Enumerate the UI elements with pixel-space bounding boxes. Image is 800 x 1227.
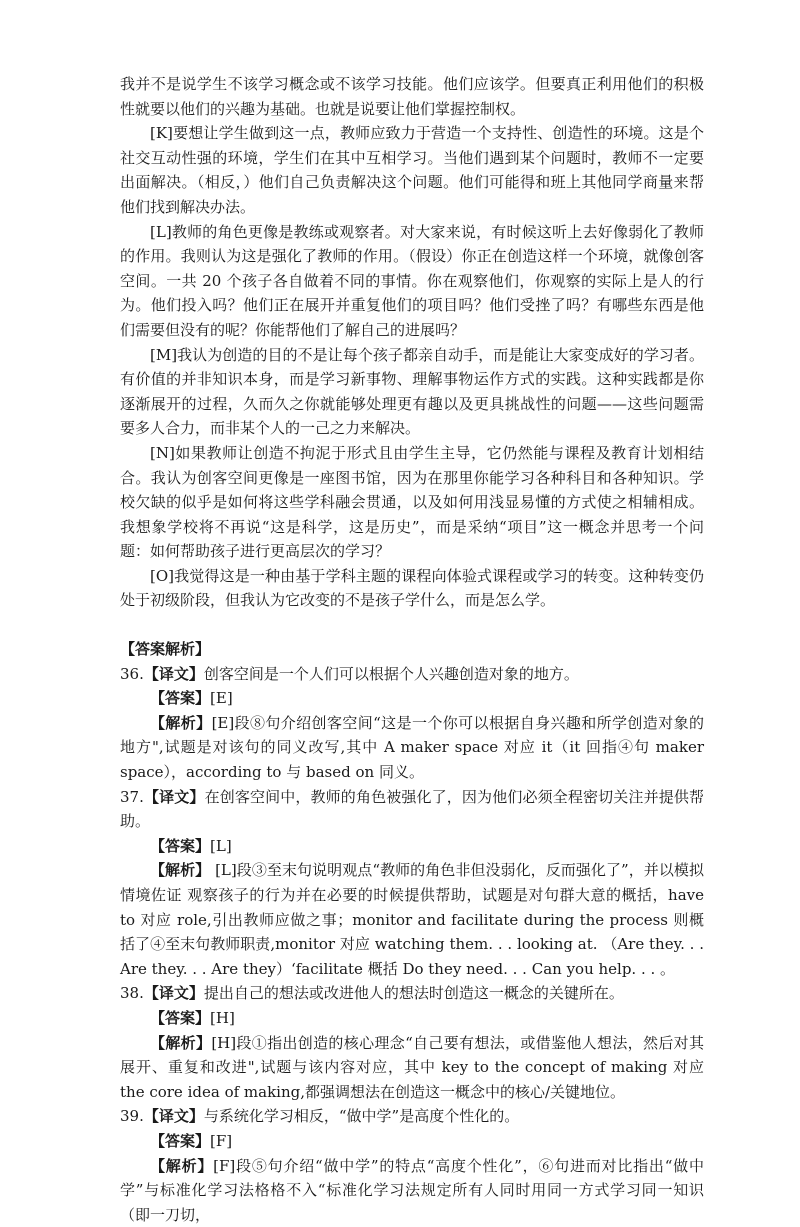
question-number: 38. — [120, 984, 144, 1003]
question-number: 36. — [120, 664, 144, 683]
analysis-text: [E]段⑧句介绍创客空间“这是一个你可以根据自身兴趣和所学创造对象的地方",试题是对该句的同义改写,其中 A maker space 对应 it（it 回指④句 maker space），according to 与 based on 同义。 — [120, 713, 704, 782]
entry-38-analysis — [120, 1031, 704, 1105]
answer-value: [L] — [210, 836, 232, 855]
analysis-label: 【解析】 — [150, 713, 212, 732]
entry-36-answer — [120, 686, 704, 711]
answer-label: 【答案】 — [150, 1008, 211, 1027]
analysis-label: 【解析】 — [150, 1033, 212, 1052]
answer-value: [E] — [210, 689, 233, 708]
analysis-text: [F]段⑤句介绍“做中学”的特点“高度个性化”，⑥句进而对比指出“做中学”与标准化学习法格格不入“标准化学习法规定所有人同时用同一方式学习同一知识（即一刀切， — [120, 1156, 704, 1224]
analysis-label: 【解析】 — [150, 861, 211, 880]
analysis-label: 【解析】 — [150, 1156, 214, 1175]
answer-value: [F] — [210, 1131, 233, 1150]
translate-label: 【译文】 — [143, 984, 204, 1003]
translate-label: 【译文】 — [143, 664, 204, 683]
analysis-text: [H]段①指出创造的核心理念“自己要有想法，或借鉴他人想法，然后对其展开、重复和改进",试题与该内容对应，其中 key to the concept of making 对应 the core idea of making,都强调想法在创造这一概念中的核心/关键地位。 — [120, 1033, 704, 1101]
translation-text: 与系统化学习相反，“做中学”是高度个性化的。 — [203, 1107, 520, 1126]
passage-paragraph-l: [L]教师的角色更像是教练或观察者。对大家来说，有时候这听上去好像弱化了教师的作用。我则认为这是强化了教师的作用。（假设）你正在创造这样一个环境，就像创客空间。一共 20 个孩子各自做着不同的事情。你在观察他们，你观察的实际上是人的行为。他们投入吗？他们正在展开并重复他们的项目吗？他们受挫了吗？有哪些东西是他们需要但没有的呢？你能帮他们了解自己的进展吗？ — [120, 222, 704, 339]
translate-label: 【译文】 — [143, 787, 205, 806]
entry-38-translation — [120, 981, 704, 1006]
entry-36-translation — [120, 662, 704, 687]
answer-label: 【答案】 — [150, 689, 211, 708]
passage-paragraph-o: [O]我觉得这是一种由基于学科主题的课程向体验式课程或学习的转变。这种转变仍处于初级阶段，但我认为它改变的不是孩子学什么，而是怎么学。 — [120, 566, 704, 610]
entry-39-answer — [120, 1129, 704, 1154]
translate-label: 【译文】 — [143, 1107, 204, 1126]
entry-39-translation — [120, 1104, 704, 1129]
entry-39-analysis — [120, 1154, 704, 1227]
question-number: 39. — [120, 1107, 144, 1126]
translation-text: 在创客空间中，教师的角色被强化了，因为他们必须全程密切关注并提供帮助。 — [120, 787, 704, 831]
analysis-text: [L]段③至末句说明观点“教师的角色非但没弱化，反而强化了”，并以模拟情境佐证 观察孩子的行为并在必要的时候提供帮助，试题是对句群大意的概括，have to 对应 role,引出教师应做之事；monitor and facilitate during the process 则概括了④至末句教师职责,monitor 对应 watching them. . . looking at. （Are they. . . Are they. . . Are they）‘facilitate 概括 Do they need. . . Can you help. . . 。 — [120, 861, 704, 978]
entry-37-answer — [120, 834, 704, 859]
translation-text: 创客空间是一个人们可以根据个人兴趣创造对象的地方。 — [203, 664, 579, 683]
answer-value: [H] — [210, 1008, 235, 1027]
question-number: 37. — [120, 787, 144, 806]
passage-paragraph-n: [N]如果教师让创造不拘泥于形式且由学生主导，它仍然能与课程及教育计划相结合。我认为创客空间更像是一座图书馆，因为在那里你能学习各种科目和各种知识。学校欠缺的似乎是如何将这些学科融会贯通，以及如何用浅显易懂的方式使之相辅相成。我想象学校将不再说“这是科学，这是历史”，而是采纳“项目”这一概念并思考一个问题：如何帮助孩子进行更高层次的学习？ — [120, 443, 704, 561]
passage-paragraph: 我并不是说学生不该学习概念或不该学习技能。他们应该学。但要真正利用他们的积极性就要以他们的兴趣为基础。也就是说要让他们掌握控制权。 — [120, 75, 704, 118]
entry-38-answer — [120, 1006, 704, 1031]
section-gap — [120, 613, 704, 637]
section-title: 【答案解析】 — [120, 640, 211, 659]
entry-37-analysis — [120, 858, 704, 981]
passage-paragraph-m: [M]我认为创造的目的不是让每个孩子都亲自动手，而是能让大家变成好的学习者。有价值的并非知识本身，而是学习新事物、理解事物运作方式的实践。这种实践都是你逐渐展开的过程，久而久之你就能够处理更有趣以及更具挑战性的问题——这些问题需要多人合力，而非某个人的一己之力来解决。 — [120, 345, 704, 438]
answer-label: 【答案】 — [150, 1131, 211, 1150]
entry-37-translation — [120, 785, 704, 834]
passage-paragraph-k: [K]要想让学生做到这一点，教师应致力于营造一个支持性、创造性的环境。这是个社交互动性强的环境，学生们在其中互相学习。当他们遇到某个问题时，教师不一定要出面解决。（相反，）他们自己负责解决这个问题。他们可能得和班上其他同学商量来帮他们找到解决办法。 — [120, 124, 704, 216]
answer-label: 【答案】 — [150, 836, 211, 855]
entry-36-analysis — [120, 711, 704, 785]
translation-text: 提出自己的想法或改进他人的想法时创造这一概念的关键所在。 — [203, 984, 624, 1003]
